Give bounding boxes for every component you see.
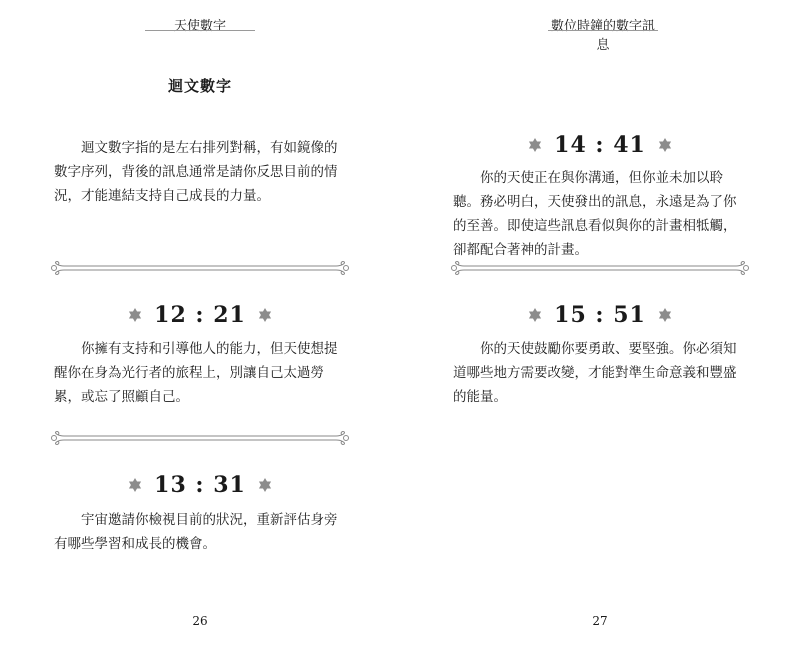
right-page [400,0,800,649]
star-icon [128,308,142,322]
star-icon [528,138,542,152]
time-value: 13 : 31 [154,472,246,498]
time-heading [0,302,400,332]
header-rule [145,30,255,31]
entry-message: 你的天使正在與你溝通，但你並未加以聆聽。務必明白，天使發出的訊息，永遠是為了你的至善。即使這些訊息看似與你的計畫相牴觸，卻都配合著神的計畫。 [453,170,737,258]
intro-paragraph: 迴文數字指的是左右排列對稱，有如鏡像的數字序列，背後的訊息通常是請你反思目前的情況，才能連結支持自己成長的力量。 [54,140,338,204]
star-icon [258,308,272,322]
star-icon [258,478,272,492]
ornamental-divider [50,431,350,445]
entry-message: 你的天使鼓勵你要勇敢、要堅強。你必須知道哪些地方需要改變，才能對準生命意義和豐盛的能量。 [453,341,737,405]
entry-message: 宇宙邀請你檢視目前的狀況，重新評估身旁有哪些學習和成長的機會。 [54,512,338,552]
time-value: 12 : 21 [154,302,246,328]
time-heading [400,132,800,162]
star-icon [528,308,542,322]
page-number: 27 [592,614,608,628]
ornamental-divider [50,261,350,275]
entry-message: 你擁有支持和引導他人的能力，但天使想提醒你在身為光行者的旅程上，別讓自己太過勞累，或忘了照顧自己。 [54,341,338,405]
ornamental-divider [450,261,750,275]
time-value: 14 : 41 [554,132,646,158]
running-header: 數位時鐘的數字訊息 [550,19,655,53]
star-icon [128,478,142,492]
time-heading [0,472,400,502]
time-value: 15 : 51 [554,302,646,328]
star-icon [658,138,672,152]
running-header: 天使數字 [173,19,226,34]
star-icon [658,308,672,322]
time-heading [400,302,800,332]
page-number: 26 [192,614,208,628]
chapter-title: 迴文數字 [167,77,232,95]
header-rule [548,30,658,31]
